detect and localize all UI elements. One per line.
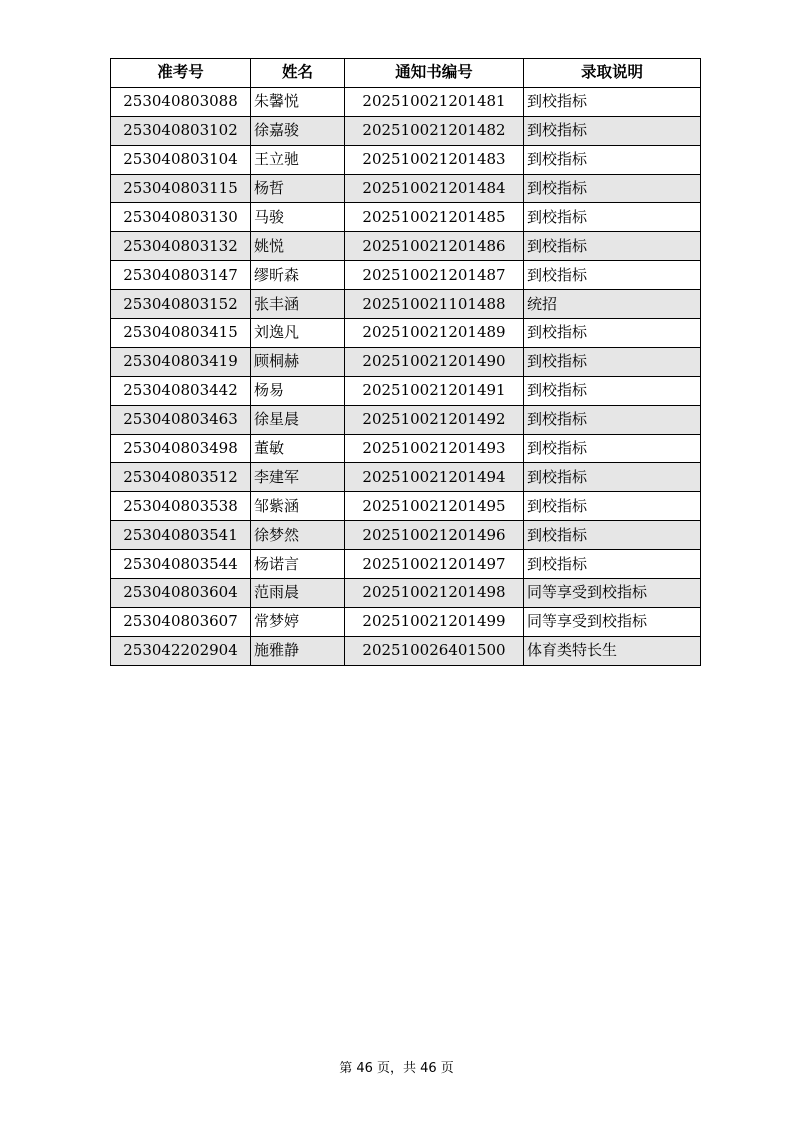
table-row [111, 579, 701, 608]
student-name-cell: 李建军 [251, 463, 345, 492]
admission-note-cell: 体育类特长生 [524, 636, 701, 665]
exam-number-cell: 253040803544 [111, 550, 251, 579]
notice-number-cell: 202510021201484 [345, 174, 524, 203]
student-name-cell: 施雅静 [251, 636, 345, 665]
admission-note-cell: 到校指标 [524, 261, 701, 290]
student-name-cell: 顾桐赫 [251, 347, 345, 376]
table-row [111, 434, 701, 463]
notice-number-cell: 202510021201493 [345, 434, 524, 463]
admission-note-cell: 到校指标 [524, 492, 701, 521]
table-row [111, 463, 701, 492]
notice-number-cell: 202510021201491 [345, 376, 524, 405]
admission-note-cell: 到校指标 [524, 521, 701, 550]
notice-number-cell: 202510021201497 [345, 550, 524, 579]
notice-number-cell: 202510026401500 [345, 636, 524, 665]
admission-note-cell: 到校指标 [524, 232, 701, 261]
exam-number-cell: 253040803604 [111, 579, 251, 608]
table-row [111, 261, 701, 290]
table-row [111, 636, 701, 665]
student-name-cell: 朱馨悦 [251, 87, 345, 116]
student-name-cell: 王立驰 [251, 145, 345, 174]
student-name-cell: 杨哲 [251, 174, 345, 203]
admission-note-cell: 到校指标 [524, 405, 701, 434]
student-name-cell: 董敏 [251, 434, 345, 463]
notice-number-cell: 202510021201487 [345, 261, 524, 290]
admission-note-cell: 到校指标 [524, 463, 701, 492]
notice-number-cell: 202510021201485 [345, 203, 524, 232]
exam-number-cell: 253042202904 [111, 636, 251, 665]
table-row [111, 116, 701, 145]
admission-note-cell: 到校指标 [524, 376, 701, 405]
table-row [111, 232, 701, 261]
exam-number-cell: 253040803104 [111, 145, 251, 174]
admission-note-cell: 到校指标 [524, 550, 701, 579]
table-row [111, 405, 701, 434]
table-body [111, 87, 701, 665]
page-number-footer: 第 46 页，共 46 页 [339, 1061, 454, 1076]
exam-number-cell: 253040803538 [111, 492, 251, 521]
exam-number-cell: 253040803442 [111, 376, 251, 405]
student-name-cell: 马骏 [251, 203, 345, 232]
student-name-cell: 徐星晨 [251, 405, 345, 434]
table-row [111, 145, 701, 174]
notice-number-cell: 202510021201489 [345, 319, 524, 348]
exam-number-cell: 253040803541 [111, 521, 251, 550]
notice-number-cell: 202510021201498 [345, 579, 524, 608]
exam-number-cell: 253040803415 [111, 319, 251, 348]
student-name-cell: 徐梦然 [251, 521, 345, 550]
table-row [111, 174, 701, 203]
notice-number-cell: 202510021201481 [345, 87, 524, 116]
table-row [111, 521, 701, 550]
notice-number-cell: 202510021201490 [345, 347, 524, 376]
exam-number-cell: 253040803498 [111, 434, 251, 463]
admission-table [110, 58, 701, 666]
admission-note-cell: 到校指标 [524, 434, 701, 463]
exam-number-cell: 253040803130 [111, 203, 251, 232]
table-row [111, 87, 701, 116]
student-name-cell: 范雨晨 [251, 579, 345, 608]
student-name-cell: 刘逸凡 [251, 319, 345, 348]
student-name-cell: 杨易 [251, 376, 345, 405]
exam-number-cell: 253040803463 [111, 405, 251, 434]
table-row [111, 290, 701, 319]
header-exam-number: 准考号 [111, 59, 251, 88]
notice-number-cell: 202510021101488 [345, 290, 524, 319]
header-notice-number: 通知书编号 [345, 59, 524, 88]
notice-number-cell: 202510021201486 [345, 232, 524, 261]
notice-number-cell: 202510021201496 [345, 521, 524, 550]
admission-note-cell: 同等享受到校指标 [524, 579, 701, 608]
exam-number-cell: 253040803607 [111, 607, 251, 636]
student-name-cell: 邹紫涵 [251, 492, 345, 521]
admission-note-cell: 到校指标 [524, 319, 701, 348]
table-row [111, 550, 701, 579]
exam-number-cell: 253040803152 [111, 290, 251, 319]
exam-number-cell: 253040803102 [111, 116, 251, 145]
header-name: 姓名 [251, 59, 345, 88]
admission-note-cell: 到校指标 [524, 145, 701, 174]
exam-number-cell: 253040803147 [111, 261, 251, 290]
student-name-cell: 杨诺言 [251, 550, 345, 579]
table-row [111, 607, 701, 636]
student-name-cell: 常梦婷 [251, 607, 345, 636]
header-admission-note: 录取说明 [524, 59, 701, 88]
table-row [111, 347, 701, 376]
notice-number-cell: 202510021201494 [345, 463, 524, 492]
student-name-cell: 缪昕森 [251, 261, 345, 290]
admission-note-cell: 到校指标 [524, 174, 701, 203]
exam-number-cell: 253040803115 [111, 174, 251, 203]
student-name-cell: 姚悦 [251, 232, 345, 261]
table-row [111, 203, 701, 232]
exam-number-cell: 253040803132 [111, 232, 251, 261]
exam-number-cell: 253040803088 [111, 87, 251, 116]
notice-number-cell: 202510021201483 [345, 145, 524, 174]
notice-number-cell: 202510021201492 [345, 405, 524, 434]
admission-note-cell: 到校指标 [524, 203, 701, 232]
table-row [111, 492, 701, 521]
admission-note-cell: 同等享受到校指标 [524, 607, 701, 636]
student-name-cell: 徐嘉骏 [251, 116, 345, 145]
table-header-row [111, 59, 701, 88]
notice-number-cell: 202510021201495 [345, 492, 524, 521]
admission-note-cell: 到校指标 [524, 347, 701, 376]
admission-note-cell: 统招 [524, 290, 701, 319]
exam-number-cell: 253040803512 [111, 463, 251, 492]
table-row [111, 376, 701, 405]
table-row [111, 319, 701, 348]
notice-number-cell: 202510021201482 [345, 116, 524, 145]
admission-note-cell: 到校指标 [524, 116, 701, 145]
exam-number-cell: 253040803419 [111, 347, 251, 376]
student-name-cell: 张丰涵 [251, 290, 345, 319]
admission-note-cell: 到校指标 [524, 87, 701, 116]
notice-number-cell: 202510021201499 [345, 607, 524, 636]
